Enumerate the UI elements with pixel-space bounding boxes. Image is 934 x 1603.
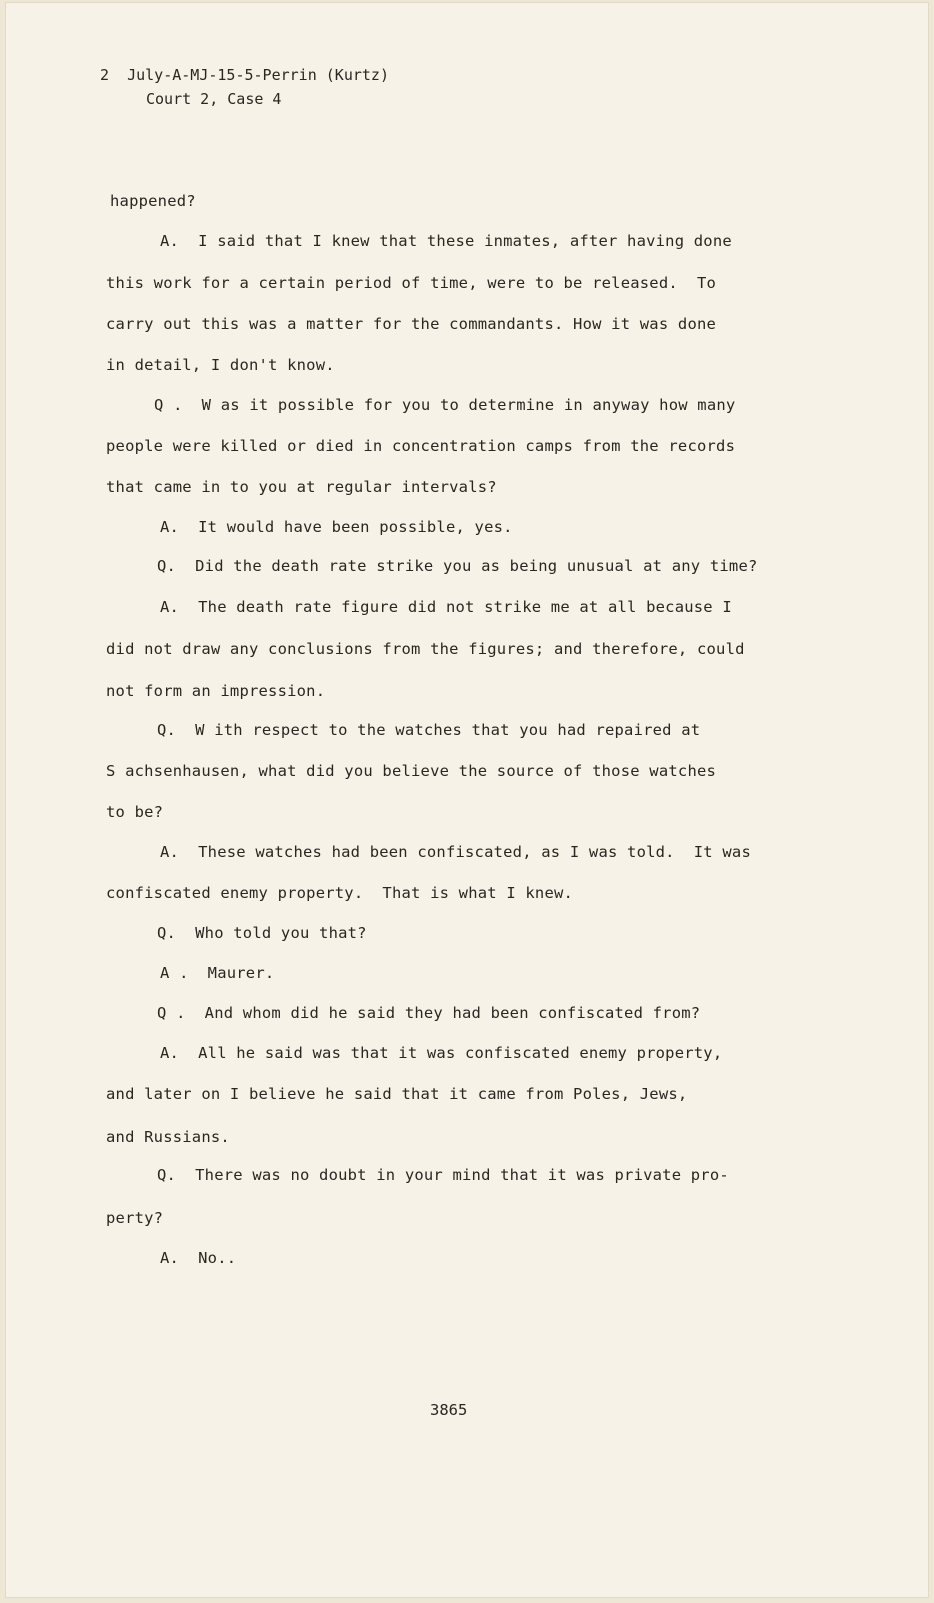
transcript-line: to be? xyxy=(106,803,164,821)
transcript-line: A . Maurer. xyxy=(160,964,275,982)
transcript-line: Q. W ith respect to the watches that you had repaired at xyxy=(157,721,701,739)
transcript-line: and Russians. xyxy=(106,1128,230,1146)
transcript-line: and later on I believe he said that it came from Poles, Jews, xyxy=(106,1085,688,1103)
transcript-line: A. All he said was that it was confiscated enemy property, xyxy=(160,1044,723,1062)
transcript-line: this work for a certain period of time, were to be released. To xyxy=(106,274,717,292)
transcript-line: confiscated enemy property. That is what I knew. xyxy=(106,884,574,902)
transcript-line: carry out this was a matter for the commandants. How it was done xyxy=(106,315,717,333)
transcript-line: A. I said that I knew that these inmates, after having done xyxy=(160,232,732,250)
transcript-line: A. It would have been possible, yes. xyxy=(160,518,513,536)
document-header xyxy=(100,63,389,111)
transcript-line: Q. There was no doubt in your mind that it was private pro- xyxy=(157,1166,729,1184)
transcript-line: Q. Who told you that? xyxy=(157,924,367,942)
transcript-line: Q. Did the death rate strike you as being unusual at any time? xyxy=(157,557,758,575)
transcript-line: A. These watches had been confiscated, as I was told. It was xyxy=(160,843,751,861)
transcript-line: in detail, I don't know. xyxy=(106,356,335,374)
transcript-line: that came in to you at regular intervals? xyxy=(106,478,497,496)
transcript-line: A. No.. xyxy=(160,1249,237,1267)
transcript-line: S achsenhausen, what did you believe the source of those watches xyxy=(106,762,717,780)
transcript-line: Q . W as it possible for you to determine in anyway how many xyxy=(154,396,736,414)
header-case-reference: 2 July-A-MJ-15-5-Perrin (Kurtz) xyxy=(100,66,389,84)
transcript-line: Q . And whom did he said they had been confiscated from? xyxy=(157,1004,701,1022)
transcript-line: did not draw any conclusions from the figures; and therefore, could xyxy=(106,640,745,658)
transcript-line: not form an impression. xyxy=(106,682,326,700)
transcript-line: A. The death rate figure did not strike me at all because I xyxy=(160,598,732,616)
header-court-case: Court 2, Case 4 xyxy=(146,90,282,108)
transcript-line: people were killed or died in concentration camps from the records xyxy=(106,437,736,455)
page-number: 3865 xyxy=(430,1401,468,1419)
transcript-line: perty? xyxy=(106,1209,164,1227)
document-page xyxy=(6,3,928,1597)
transcript-line: happened? xyxy=(110,192,196,210)
